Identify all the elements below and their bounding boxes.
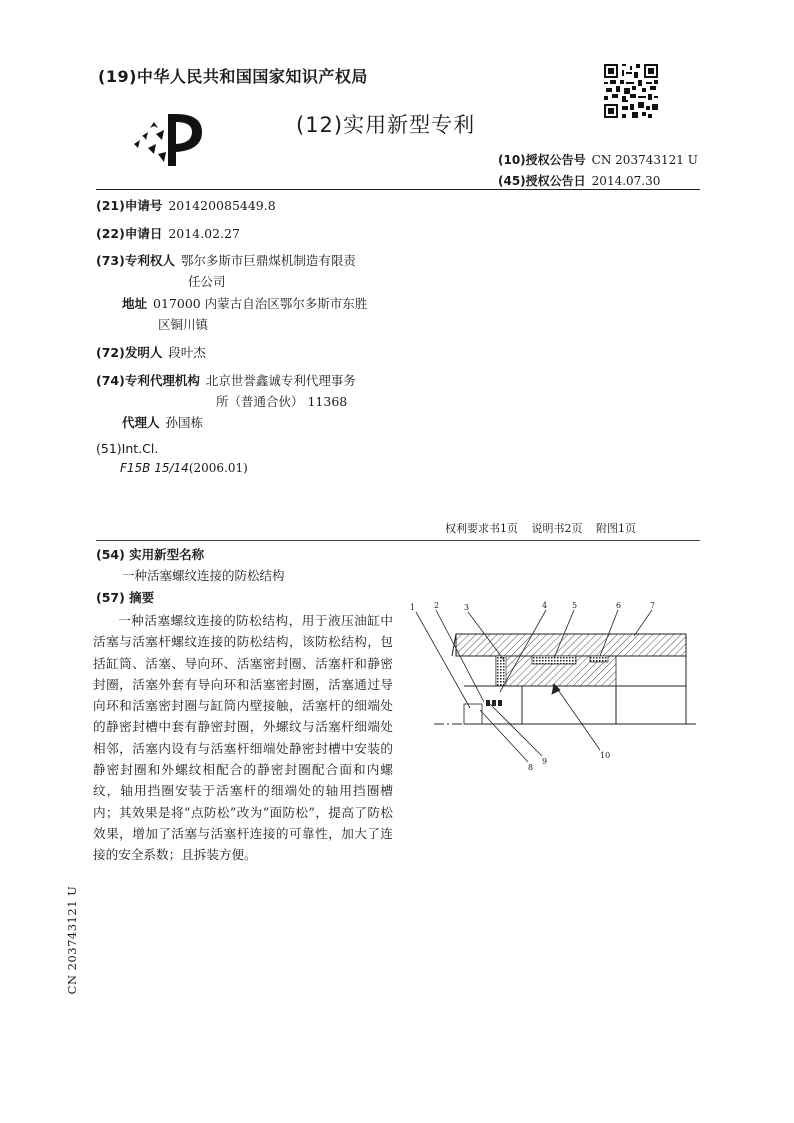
- publication-date-row: [498, 172, 660, 189]
- agency-name: 北京世誉鑫诚专利代理事务: [205, 373, 356, 388]
- part-label-8: 8: [528, 763, 534, 772]
- patentee-name-continued: 任公司: [188, 274, 226, 289]
- abstract-figure: [404, 600, 700, 780]
- utility-model-title-label: (54) 实用新型名称: [96, 547, 205, 562]
- application-date-row: [96, 224, 240, 242]
- application-number-row: [96, 196, 276, 214]
- header-rule: [96, 189, 700, 190]
- patentee-row: [96, 251, 356, 269]
- publication-number-label: (10)授权公告号: [498, 153, 586, 167]
- piston: [496, 656, 616, 686]
- publication-number: CN 203743121 U: [591, 153, 698, 167]
- patentee-name: 鄂尔多斯市巨鼎煤机制造有限责: [180, 253, 356, 268]
- ipc-code: F15B 15/14: [120, 461, 189, 475]
- address-row: [122, 294, 367, 312]
- application-date: 2014.02.27: [168, 226, 240, 241]
- application-date-label: (22)申请日: [96, 226, 163, 241]
- side-publication-number: CN 203743121 U: [65, 885, 79, 995]
- document-type: (12)实用新型专利: [296, 113, 476, 137]
- part-label-9: 9: [542, 757, 548, 766]
- agency-name-continued: 所（普通合伙） 11368: [216, 394, 348, 409]
- patentee-label: (73)专利权人: [96, 253, 175, 268]
- part-label-7: 7: [650, 601, 656, 610]
- section-rule: [96, 540, 700, 541]
- part-label-4: 4: [542, 601, 548, 610]
- ipc-label: (51)Int.Cl.: [96, 441, 159, 456]
- part-label-3: 3: [464, 603, 470, 612]
- patent-office-logo: [128, 110, 204, 168]
- agent-row: [122, 413, 203, 431]
- agent-name: 孙国栋: [165, 415, 204, 430]
- page-count-info: 权利要求书1页 说明书2页 附图1页: [445, 522, 636, 535]
- inventor-label: (72)发明人: [96, 345, 163, 360]
- part-label-1: 1: [410, 603, 416, 612]
- abstract-label: (57) 摘要: [96, 590, 155, 605]
- address-continued: 区铜川镇: [158, 317, 209, 332]
- agency-row: [96, 371, 356, 389]
- issuing-office: (19)中华人民共和国国家知识产权局: [98, 67, 368, 86]
- address-label: 地址: [122, 296, 148, 311]
- inventor-row: [96, 343, 206, 361]
- qr-code: [604, 64, 658, 118]
- utility-model-title: 一种活塞螺纹连接的防松结构: [122, 568, 285, 583]
- publication-date-label: (45)授权公告日: [498, 174, 586, 188]
- part-label-6: 6: [616, 601, 622, 610]
- int-cl-label: [96, 441, 158, 456]
- part-label-2: 2: [434, 601, 440, 610]
- ipc-version: (2006.01): [188, 461, 248, 475]
- address: 017000 内蒙古自治区鄂尔多斯市东胜: [153, 296, 368, 311]
- agency-label: (74)专利代理机构: [96, 373, 200, 388]
- inventor-name: 段叶杰: [168, 345, 206, 360]
- part-label-10: 10: [600, 751, 611, 760]
- application-number-label: (21)申请号: [96, 198, 163, 213]
- abstract-text: 一种活塞螺纹连接的防松结构，用于液压油缸中活塞与活塞杆螺纹连接的防松结构，该防松结构，包括缸筒、活塞、导向环、活塞密封圈、活塞杆和静密封圈，活塞外套有导向环和活塞密封圈，活塞通过导向环和活塞密封圈与缸筒内壁接触，活塞杆的细端处的静密封槽中套有静密封圈，外螺纹与活塞杆细端处相邻，活塞内设有与活塞杆细端处静密封槽中安装的静密封圈和外螺纹相配合的静密封圈配合面和内螺纹，轴用挡圈安装于活塞杆的细端处的轴用挡圈槽内；其效果是将“点防松”改为“面防松”，提高了防松效果，增加了活塞与活塞杆连接的可靠性，加大了连接的安全系数；且拆装方便。: [93, 613, 393, 863]
- publication-number-row: [498, 151, 698, 168]
- publication-date: 2014.07.30: [591, 174, 661, 188]
- application-number: 201420085449.8: [168, 198, 276, 213]
- part-label-5: 5: [572, 601, 578, 610]
- ipc-classification: [120, 461, 248, 475]
- agent-label: 代理人: [122, 415, 160, 430]
